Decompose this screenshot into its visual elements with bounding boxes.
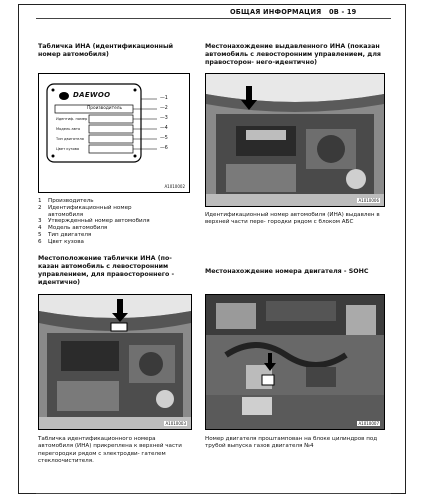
legend-item: 5 Тип двигателя [38,231,92,238]
page-header [230,8,356,16]
engine-number-photo [205,294,385,430]
plate-brand-logo: DAEWOO [73,91,111,99]
figure-code: A1010002 [164,184,185,189]
legend-item: 6 Цвет кузова [38,238,84,245]
header-rule [36,18,391,19]
plate-row-label: Модель авто [56,127,81,131]
legend-item: 3 Утвержденный номер автомобиля [38,218,150,225]
footer-rule [36,493,391,494]
plate-callout: —4 [160,126,168,131]
sec4-title: Местонахождение номера двигателя - SOHC [205,268,369,275]
plate-row-label: Идентиф. номер [56,117,88,121]
sec2-title: Местонахождение выдавленного ИНА (показан автомобиль с левосторонним управлением, для правосторон- него-идентично) [205,43,381,66]
vin-plate-drawing [39,74,189,192]
sec3-title: Местоположение таблички ИНА (по- казан автомобиль с левосторонним управлением, для правостороннего - идентично) [38,255,175,286]
plate-callout: —3 [160,116,168,121]
vin-plate-figure [38,73,190,193]
engine-bay-photo [205,73,385,207]
sec2-caption: Идентификационный номер автомобиля (ИНА) выдавлен в верхней части пере- городки рядом с блоком АБС [205,212,380,226]
legend-item: 4 Модель автомобиля [38,225,108,232]
plate-location-photo [38,294,192,430]
plate-legend [38,198,188,246]
plate-callout: —6 [160,146,168,151]
figure-code: A1010006 [358,198,379,203]
legend-item: 2 Идентификационный номер автомобиля [38,204,132,218]
figure-code: A1010007 [358,421,379,426]
plate-maker-label: Производитель [87,106,123,111]
header-page-number: 0B - 19 [328,8,357,16]
header-section: ОБЩАЯ ИНФОРМАЦИЯ [230,8,322,16]
sec1-title: Табличка ИНА (идентификационный номер автомобиля) [38,43,174,58]
sec4-caption: Номер двигателя проштампован на блоке цилиндров под трубой выпуска газов двигателя №4 [205,436,378,450]
figure-code: A1010003 [165,421,186,426]
plate-callout: —2 [160,106,168,111]
plate-callout: —1 [160,96,168,101]
sec3-caption: Табличка идентификационного номера автомобиля (ИНА) прикреплена к верхней части перегородки рядом с электродви- гателем стеклоочистителя. [38,436,182,465]
plate-callout: —5 [160,136,168,141]
plate-row-label: Тип двигателя [56,137,84,141]
plate-row-label: Цвет кузова [56,147,80,151]
legend-item: 1 Производитель [38,198,94,204]
